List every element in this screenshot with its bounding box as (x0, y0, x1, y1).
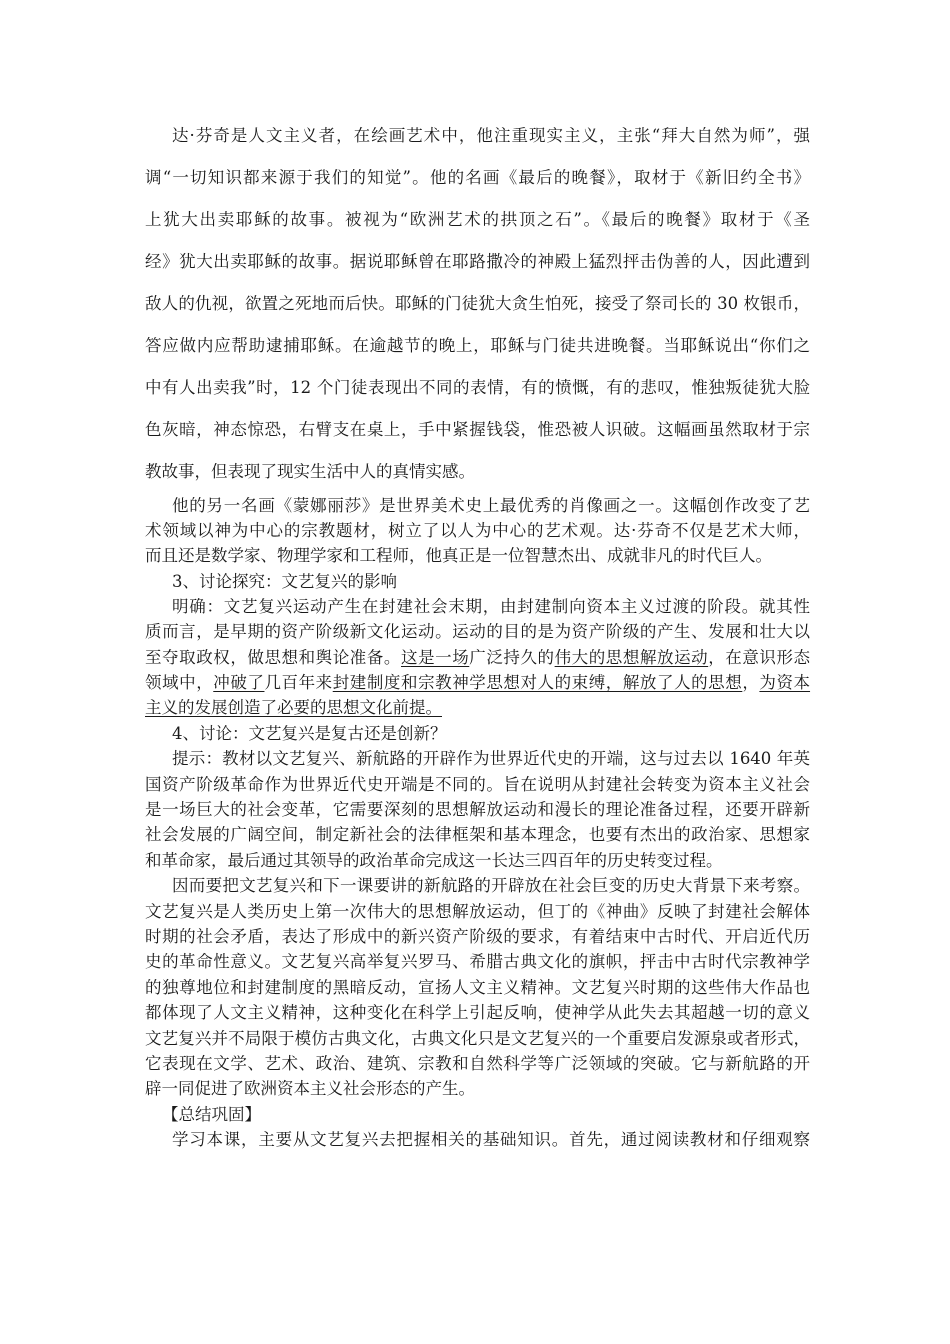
para3-line-with-underline: 至夺取政权，做思想和舆论准备。这是一场广泛持久的伟大的思想解放运动，在意识形态 (145, 648, 811, 667)
para5-line: 都体现了人文主义精神，这种变化在科学上引起反响，使神学从此失去其超越一切的意义 (145, 1003, 810, 1022)
para1-line: 敌人的仇视，欲置之死地而后快。耶稣的门徒犹大贪生怕死，接受了祭司长的 30 枚银币， (145, 294, 810, 313)
para5-line: 它表现在文学、艺术、政治、建筑、宗教和自然科学等广泛领域的突破。它与新航路的开 (145, 1054, 810, 1073)
para5-line: 文艺复兴是人类历史上第一次伟大的思想解放运动，但丁的《神曲》反映了封建社会解体 (145, 902, 810, 921)
para1-line: 经》犹大出卖耶稣的故事。据说耶稣曾在耶路撒冷的神殿上猛烈抨击伪善的人，因此遭到 (145, 252, 810, 271)
para2-line: 术领域以神为中心的宗教题材，树立了以人为中心的艺术观。达·芬奇不仅是艺术大师， (145, 521, 810, 540)
para5-line: 因而要把文艺复兴和下一课要讲的新航路的开辟放在社会巨变的历史大背景下来考察。 (172, 876, 810, 895)
underlined-text: 封建制度和宗教神学思想对人的束缚，解放了人的思想 (332, 673, 743, 692)
para2-line: 而且还是数学家、物理学家和工程师，他真正是一位智慧杰出、成就非凡的时代巨人。 (145, 546, 772, 565)
summary-line: 学习本课，主要从文艺复兴去把握相关的基础知识。首先，通过阅读教材和仔细观察 (172, 1130, 810, 1149)
para3-line: 明确：文艺复兴运动产生在封建社会末期，由封建制向资本主义过渡的阶段。就其性 (172, 597, 810, 616)
para1-line: 达·芬奇是人文主义者，在绘画艺术中，他注重现实主义，主张“拜大自然为师”，强 (172, 126, 810, 145)
para4-line: 提示：教材以文艺复兴、新航路的开辟作为世界近代史的开端，这与过去以 1640 年英 (172, 749, 810, 768)
para5-line: 的独尊地位和封建制度的黑暗反动，宣扬人文主义精神。文艺复兴时期的这些伟大作品也 (145, 978, 810, 997)
para4-line: 社会发展的广阔空间，制定新社会的法律框架和基本理念，也要有杰出的政治家、思想家 (145, 825, 810, 844)
para3-line: 质而言，是早期的资产阶级新文化运动。运动的目的是为资产阶级的产生、发展和壮大以 (145, 622, 810, 641)
summary-heading: 【总结巩固】 (162, 1105, 261, 1124)
para3-line-with-underline: 领域中，冲破了几百年来封建制度和宗教神学思想对人的束缚，解放了人的思想，为资本 (145, 673, 811, 692)
para1-line: 上犹大出卖耶稣的故事。被视为“欧洲艺术的拱顶之石”。《最后的晚餐》取材于《圣 (145, 210, 810, 229)
para1-line: 中有人出卖我”时，12 个门徒表现出不同的表情，有的愤慨，有的悲叹，惟独叛徒犹大脸 (145, 378, 810, 397)
para1-line: 答应做内应帮助逮捕耶稣。在逾越节的晚上，耶稣与门徒共进晚餐。当耶稣说出“你们之 (145, 336, 810, 355)
para4-line: 是一场巨大的社会变革，它需要深刻的思想解放运动和漫长的理论准备过程，还要开辟新 (145, 800, 810, 819)
para3-line-with-underline (145, 698, 810, 718)
para4-line: 和革命家，最后通过其领导的政治革命完成这一长达三四百年的历史转变过程。 (145, 851, 723, 870)
underlined-text: 伟大的思想解放运动 (554, 648, 709, 667)
para2-line: 他的另一名画《蒙娜丽莎》是世界美术史上最优秀的肖像画之一。这幅创作改变了艺 (172, 496, 810, 515)
underlined-text: 冲破了 (213, 673, 265, 692)
underlined-text: 为资本 (759, 673, 811, 692)
para5-line: 史的革命性意义。文艺复兴高举复兴罗马、希腊古典文化的旗帜，抨击中古时代宗教神学 (145, 952, 810, 971)
para1-line: 调“一切知识都来源于我们的知觉”。他的名画《最后的晚餐》，取材于《新旧约全书》 (145, 168, 810, 187)
para1-line: 教故事，但表现了现实生活中人的真情实感。 (145, 462, 475, 481)
section-heading-3: 3、讨论探究：文艺复兴的影响 (172, 572, 397, 591)
para5-line: 时期的社会矛盾，表达了形成中的新兴资产阶级的要求，有着结束中古时代、开启近代历 (145, 927, 810, 946)
para1-line: 色灰暗，神态惊恐，右臂支在桌上，手中紧握钱袋，惟恐被人识破。这幅画虽然取材于宗 (145, 420, 810, 439)
underlined-text: 这是一场 (401, 648, 470, 667)
underlined-text: 主义的发展创造了必要的思想文化前提。 (145, 698, 442, 717)
section-heading-4: 4、讨论：文艺复兴是复古还是创新？ (172, 724, 447, 743)
para5-line: 辟一同促进了欧洲资本主义社会形态的产生。 (145, 1079, 475, 1098)
para4-line: 国资产阶级革命作为世界近代史开端是不同的。旨在说明从封建社会转变为资本主义社会 (145, 775, 810, 794)
para5-line: 文艺复兴并不局限于模仿古典文化，古典文化只是文艺复兴的一个重要启发源泉或者形式， (145, 1029, 810, 1048)
